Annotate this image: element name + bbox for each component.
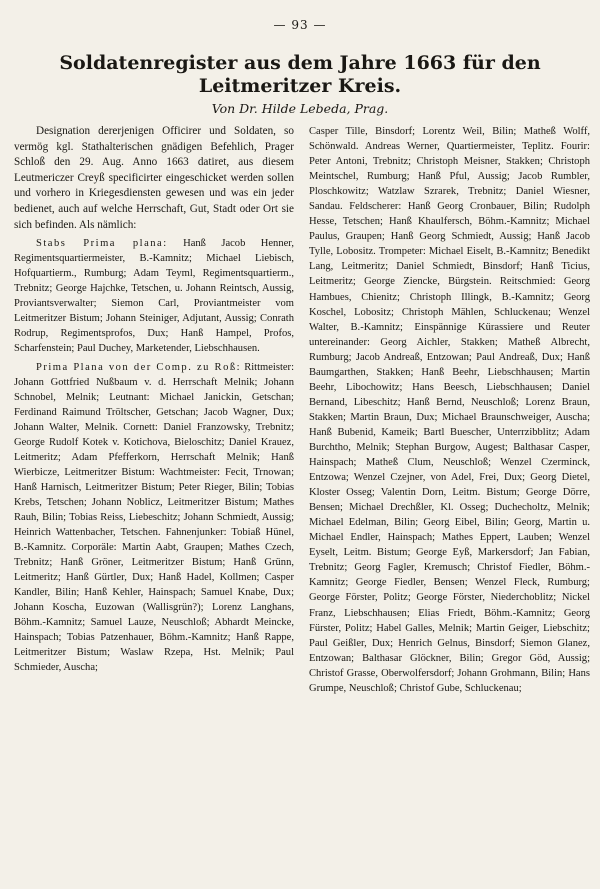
page-number: — 93 — [273,18,327,32]
article-title [40,52,560,98]
prima-plana-text: Rittmeister: Johann Gottfried Nußbaum v. d. Herrschaft Melnik; Johann Schnobel, Melnik; Leutnant: Michael Janickin, Getschan; Ferdinand Raimund Tröltscher, Getschan; Jacob Wagner, Dux; Johann Walter, Melnik. Cornett: Daniel Franzowsky, Trebnitz; George Rudolf Kotek v. Kotichova, Bieloschitz; Daniel Krauez, Leitmeritz; Adam Pfefferkorn, Herrschaft Melnik; Hanß Wierbicze, Leitmeritzer Bistum: Wachtmeister: Fecit, Trnowan; Hanß Harnisch, Leitmeritzer Bistum; Peter Rieger, Bilin; Tobias Krebs, Tetschen; Johann Noblicz, Leitmeritzer Bistum; Mathes Rauh, Bilin; Tobias Reiss, Liebeschitz; Johann Schmiedt, Aussig; Heinrich Wattenbacher, Tetschen. Fahnenjunker: Tobiaß Hünel, B.-Kamnitz. Corporäle: Martin Aabt, Graupen; Mathes Czech, Trebnitz; Hanß Gröner, Leitmeritzer Bistum; Hanß Grünn, Leitmeritz; Hanß Gürtler, Dux; Hanß Hadel, Kollmen; Casper Kandler, Bilin; Hanß Kehler, Hainspach; Samuel Knabe, Dux; Johann Koscha, Euzowan (Wallisgrün?); Lorenz Langhans, Böhm.-Kamnitz; Samuel Lauze, Neuschloß; Abhardt Meincke, Hainspach; Tobias Patzenhauer, Böhm.-Kamnitz; Hanß Rappe, Leitmeritzer Bistum; Waslaw Rzepa, Hst. Melnik; Paul Schmieder, Auscha; [14,361,294,674]
right-column [309,124,590,884]
article-title-line-2: Leitmeritzer Kreis. [198,75,402,97]
stabs-text: Hanß Jacob Henner, Regimentsquartiermeister, B.-Kamnitz; Michael Liebisch, Hofquartierm., Rumburg; Adam Teyml, Regimentsquartierm., Trebnitz; George Hajchke, Tetschen, u. Johann Reintsch, Aussig, Proviantsverwalter; Siemon Carl, Proviantmeister vom Leitmeritzer Bistum; Johann Steiniger, Adjutant, Aussig; Conrath Rodrup, Regimentsprofos, Dux; Hanß Hampel, Profos, Scharfenstein; Paul Duchey, Marketender, Liebschhausen. [14,238,294,355]
prima-plana-section [14,360,294,676]
stabs-section [14,236,294,356]
intro-paragraph: Designation dererjenigen Officirer und Soldaten, so vermög kgl. Stathalterischen gnädigen Befehlich, Prager Schloß den 29. Aug. Anno 1663 datiret, aus diesem Leutmericzer Creyß specificirter eingeschicket werden sollen und vorhero in Kriegesdiensten gewesen und was ein jeder bedienet, auch auf welche Herrschaft, Gut, Stadt oder Ort sie sich befinden. Als nämlich: [14,125,294,231]
article-title-line-1: Soldatenregister aus dem Jahre 1663 für den [59,52,541,74]
right-column-text: Casper Tille, Binsdorf; Lorentz Weil, Bilin; Matheß Wolff, Schönwald. Andreas Werner, Quartiermeister, Teplitz. Fourir: Peter Antoni, Trebnitz; Christoph Meisner, Stakken; Christoph Meintschel, Rumburg; Hanß Pful, Aussig; Jacob Rumbler, Ploschkowitz; Watzlaw Szrarek, Trebnitz; Daniel Wiesner, Sandau. Feldscherer: Hanß Georg Cronbauer, Bilin; Rudolph Hesse, Tetschen; Hanß Khaulfersch, Böhm.-Kamnitz; Michael Paulus, Graupen; Hanß Georg Schmiedt, Aussig; Hanß Jacob Tylle, Lobositz. Trompeter: Michael Eiselt, B.-Kamnitz; Benedikt Lang, Leitmeritz; Daniel Schmiedt, Binsdorf; Hanß Ticius, Leitmeritz; George Ziencke, Bürgstein. Reitschmied: Georg Hambues, Chienitz; Christoph Illingk, B.-Kamnitz; Georg Koschel, Lobositz; Christoph Mählen, Schluckenau; Wenzel Walter, B.-Kamnitz; Einspännige Kürassiere und Reuter untereinander: Georg Aichler, Stakken; Matheß Albrecht, Rumburg; Jacob Andreaß, Entzowan; Paul Andreaß, Dux; Hanß Baumgarthen, Stakken; Hanß Beehr, Liebschhausen; Martin Beehr, Libochowitz; Hans Beesch, Liebschhausen; Daniel Bernand, Libeschitz; Hanß Bernd, Neuschloß; Lorenz Braun, Stakken; Martin Braun, Dux; Michael Braunschweiger, Auscha; Hanß Bubenid, Kameik; Bartl Buescher, Unterrzibblitz; Adam Burchtho, Melnik; Stephan Burgow, Augest; Balthasar Casper, Hainspach; Matheß Clum, Neuschloß; Wenzel Czerminck, Entzowa; Wenzel Czejner, von Adel, Frei, Dux; Georg Dietel, Kloster Osseg; Valentin Dorn, Leitm. Bistum; George Dörre, Bensen; Michael Drechßler, Kl. Osseg; Duchecholtz, Melnik; Michael Edelman, Bilin; Georg Eibel, Bilin; Georg, Martin u. Michael Endler, Hainspach; Mathes Eppert, Lauben; Wenzel Eyselt, Leitm. Bistum; George Eyß, Markersdorf; Jan Fabian, Trebnitz; Georg Fagler, Kremusch; Christof Fiedler, Böhm.-Kamnitz; George Fiedler, Bensen; Wenzel Fleck, Rumburg; George Förster, Politz; George Förster, Niederchoblitz; Nickel Franz, Liebschhausen; Elias Friedt, Böhm.-Kamnitz; Georg Fürster, Politz; Habel Galles, Melnik; Martin Geiger, Liebschitz; Paul Geißler, Dux; Henrich Gelnus, Binsdorf; Siemon Glanez, Entzowan; Balthasar Glöckner, Bilin; Gregor Göd, Aussig; Christof Grasse, Oberwolfersdorf; Johann Grohmann, Bilin; Hans Grumpe, Neuschloß; Christof Gube, Schluckenau; [309,126,590,694]
stabs-heading: Stabs Prima plana: [36,238,168,250]
prima-plana-heading: Prima Plana von der Comp. zu Roß: [36,361,242,373]
left-column [14,124,294,884]
article-author: Von Dr. Hilde Lebeda, Prag. [211,101,389,116]
